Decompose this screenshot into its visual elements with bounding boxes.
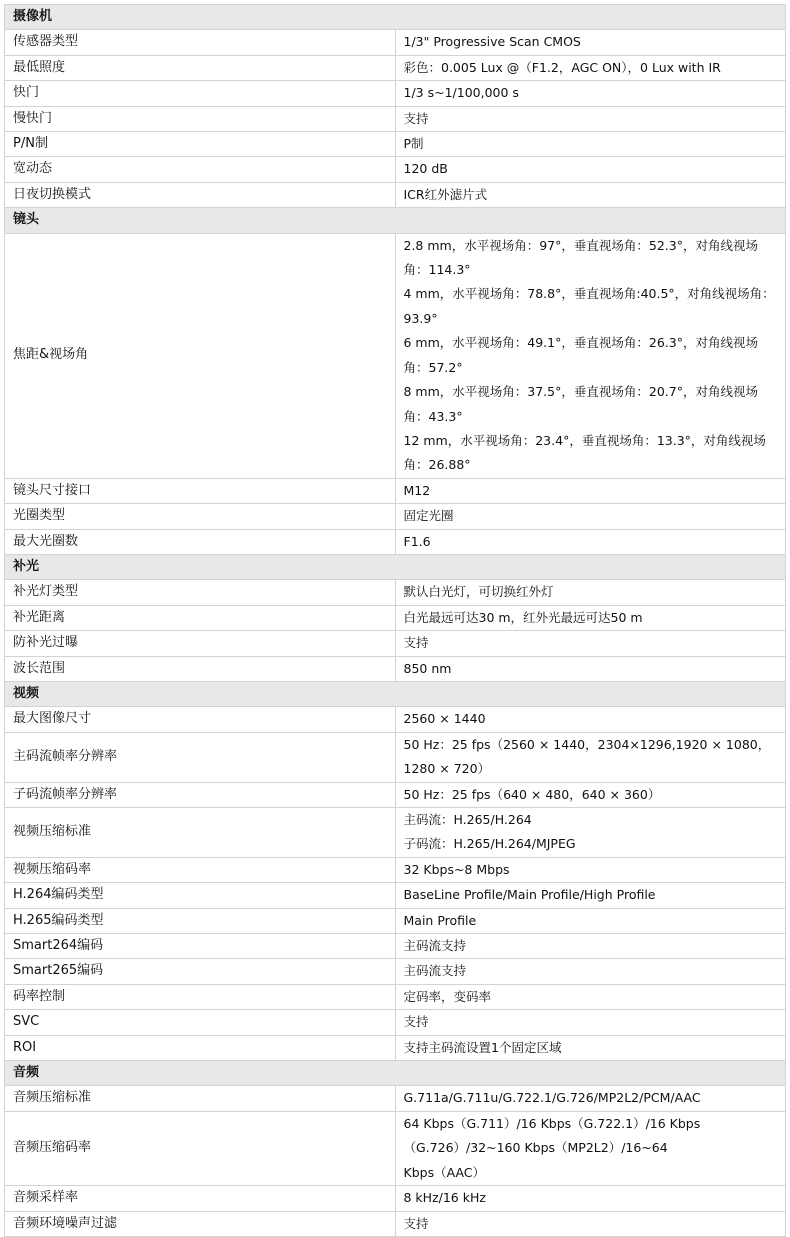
spec-key: SVC [5,1010,396,1035]
spec-value-cell [395,782,786,807]
spec-value: 1/3" Progressive Scan CMOS [403,34,581,50]
spec-row [5,81,786,106]
spec-value: ICR红外滤片式 [403,186,488,202]
spec-row [5,55,786,80]
spec-row [5,106,786,131]
spec-value-cell [395,959,786,984]
spec-key: 音频压缩标准 [5,1086,396,1111]
spec-key: ROI [5,1035,396,1060]
spec-value-cell [395,631,786,656]
spec-value-cell [395,106,786,131]
spec-row [5,1010,786,1035]
section-header-row [5,5,786,30]
spec-value-cell [395,81,786,106]
spec-key: 慢快门 [5,106,396,131]
spec-value-cell [395,55,786,80]
spec-value: 主码流支持 [403,938,467,954]
spec-row [5,30,786,55]
spec-key: 防补光过曝 [5,631,396,656]
spec-key: 日夜切换模式 [5,182,396,207]
spec-value-cell [395,656,786,681]
spec-value: 固定光圈 [403,508,454,524]
spec-value: 50 Hz：25 fps（640 × 480，640 × 360） [403,786,661,802]
spec-value-cell [395,478,786,503]
section-header-row [5,1061,786,1086]
spec-value-cell [395,707,786,732]
spec-value-cell [395,1111,786,1185]
spec-row [5,631,786,656]
spec-row [5,934,786,959]
spec-row [5,478,786,503]
spec-row [5,1086,786,1111]
spec-row [5,1035,786,1060]
spec-key: Smart265编码 [5,959,396,984]
spec-key: 码率控制 [5,984,396,1009]
spec-value: 6 mm，水平视场角：49.1°，垂直视场角：26.3°，对角线视场角：57.2° [403,335,758,375]
spec-value: 支持主码流设置1个固定区域 [403,1039,562,1055]
spec-key: 音频采样率 [5,1186,396,1211]
spec-key: 视频压缩标准 [5,808,396,858]
spec-key: 光圈类型 [5,504,396,529]
spec-value: 120 dB [403,161,448,177]
spec-value: 64 Kbps（G.711）/16 Kbps（G.722.1）/16 Kbps（G.726）/32~160 Kbps（MP2L2）/16~64 [403,1115,701,1156]
spec-value: 850 nm [403,660,452,676]
spec-row [5,132,786,157]
spec-value: 默认白光灯，可切换红外灯 [403,584,554,600]
spec-value-cell [395,504,786,529]
spec-value-cell [395,984,786,1009]
spec-value: 4 mm，水平视场角：78.8°，垂直视场角:40.5°，对角线视场角：93.9° [403,286,775,326]
spec-value: 支持 [403,635,429,651]
spec-value: G.711a/G.711u/G.722.1/G.726/MP2L2/PCM/AAC [403,1090,701,1106]
spec-value-cell [395,132,786,157]
spec-value: 彩色：0.005 Lux @（F1.2，AGC ON），0 Lux with IR [403,59,721,75]
spec-value: 2.8 mm，水平视场角：97°，垂直视场角：52.3°，对角线视场角：114.3° [403,237,758,278]
spec-key: 音频压缩码率 [5,1111,396,1185]
spec-value: M12 [403,482,431,498]
spec-key: 音频环境噪声过滤 [5,1211,396,1236]
spec-value-cell [395,182,786,207]
spec-value-cell [395,732,786,782]
spec-value-cell [395,1186,786,1211]
spec-key: 波长范围 [5,656,396,681]
spec-value: 白光最远可达30 m，红外光最远可达50 m [403,609,643,625]
spec-value: 2560 × 1440 [403,711,486,727]
spec-value: F1.6 [403,533,431,549]
section-title: 音频 [5,1061,786,1086]
spec-key: 焦距&视场角 [5,233,396,478]
spec-row [5,707,786,732]
spec-value-cell [395,1086,786,1111]
spec-value-cell [395,30,786,55]
spec-value: 主码流支持 [403,963,467,979]
spec-key: 最低照度 [5,55,396,80]
spec-row [5,1211,786,1236]
spec-value: 支持 [403,110,429,126]
spec-row [5,233,786,478]
spec-row [5,504,786,529]
spec-row [5,908,786,933]
spec-value: 定码率，变码率 [403,988,492,1004]
spec-row [5,857,786,882]
spec-value: 50 Hz：25 fps（2560 × 1440，2304×1296,1920 × 1080，1280 × 720） [403,736,771,777]
spec-value: 主码流：H.265/H.264 [403,812,532,827]
spec-row [5,529,786,554]
spec-key: 最大图像尺寸 [5,707,396,732]
spec-value: 支持 [403,1215,429,1231]
spec-value-cell [395,157,786,182]
spec-key: 子码流帧率分辨率 [5,782,396,807]
spec-value-cell [395,808,786,858]
spec-key: 镜头尺寸接口 [5,478,396,503]
spec-value: 32 Kbps~8 Mbps [403,861,510,877]
spec-value: P制 [403,136,424,152]
spec-key: H.265编码类型 [5,908,396,933]
spec-value-cell [395,580,786,605]
spec-value: 8 kHz/16 kHz [403,1190,486,1206]
spec-value-cell [395,1035,786,1060]
spec-value-cell [395,883,786,908]
section-title: 补光 [5,554,786,579]
spec-row [5,580,786,605]
spec-value: 支持 [403,1014,429,1030]
section-header-row [5,681,786,706]
spec-row [5,605,786,630]
section-header-row [5,554,786,579]
spec-value: 子码流：H.265/H.264/MJPEG [403,836,576,852]
spec-row [5,959,786,984]
spec-key: 视频压缩码率 [5,857,396,882]
spec-table-body [5,5,786,1237]
section-title: 视频 [5,681,786,706]
spec-value: 1/3 s~1/100,000 s [403,85,519,101]
spec-value-cell [395,1211,786,1236]
spec-row [5,182,786,207]
spec-value-cell [395,934,786,959]
spec-key: Smart264编码 [5,934,396,959]
spec-key: 补光距离 [5,605,396,630]
spec-row [5,808,786,858]
spec-row [5,732,786,782]
spec-value-cell [395,605,786,630]
spec-table [4,4,786,1237]
spec-value: 8 mm，水平视场角：37.5°，垂直视场角：20.7°，对角线视场角：43.3° [403,384,758,424]
spec-value-cell [395,857,786,882]
section-title: 摄像机 [5,5,786,30]
spec-value: Kbps（AAC） [403,1164,486,1180]
spec-row [5,883,786,908]
spec-key: H.264编码类型 [5,883,396,908]
spec-value: BaseLine Profile/Main Profile/High Profile [403,887,656,903]
spec-key: 快门 [5,81,396,106]
spec-key: 最大光圈数 [5,529,396,554]
spec-row [5,157,786,182]
spec-key: 补光灯类型 [5,580,396,605]
spec-key: 传感器类型 [5,30,396,55]
section-title: 镜头 [5,208,786,233]
spec-value-cell [395,1010,786,1035]
spec-value-cell [395,529,786,554]
spec-key: P/N制 [5,132,396,157]
spec-value-cell [395,908,786,933]
spec-row [5,1111,786,1185]
spec-row [5,984,786,1009]
spec-key: 宽动态 [5,157,396,182]
spec-value-cell [395,233,786,478]
spec-row [5,656,786,681]
spec-value: 12 mm，水平视场角：23.4°，垂直视场角：13.3°，对角线视场角：26.88° [403,432,766,473]
spec-key: 主码流帧率分辨率 [5,732,396,782]
section-header-row [5,208,786,233]
spec-row [5,1186,786,1211]
spec-row [5,782,786,807]
spec-value: Main Profile [403,912,477,928]
